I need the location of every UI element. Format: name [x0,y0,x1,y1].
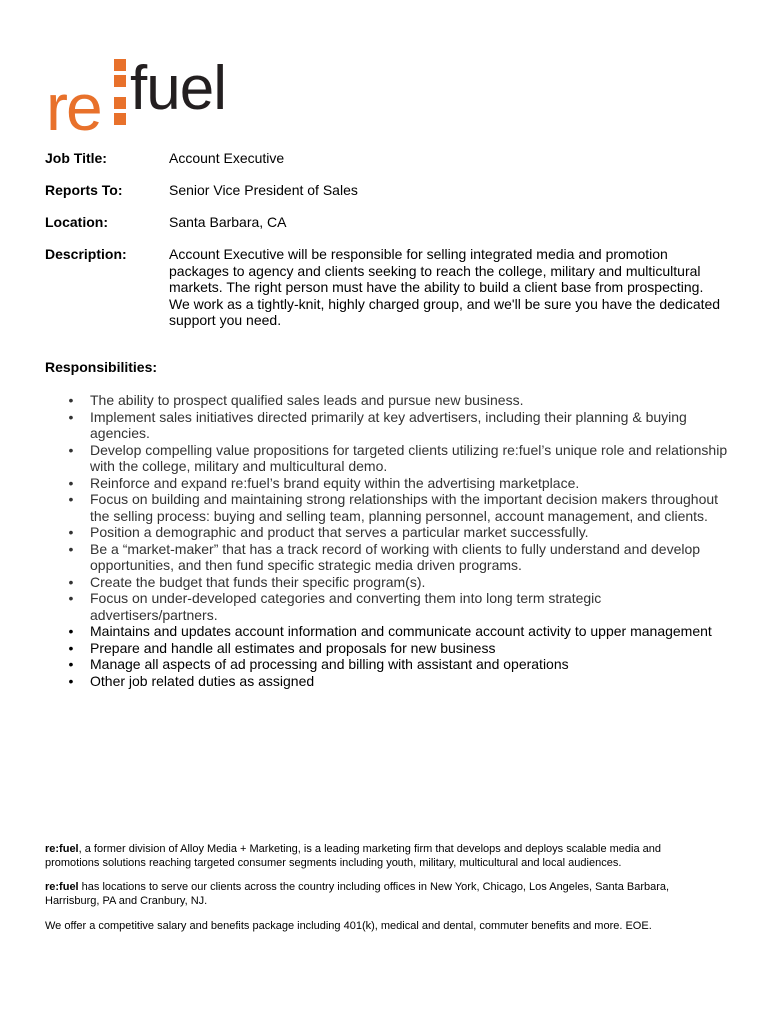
logo-square [114,113,126,125]
description-line: We work as a tightly-knit, highly charged group, and we'll be sure you have the dedicated [169,295,721,312]
logo-square [114,59,126,71]
list-item [0,475,768,492]
reports-to-label: Reports To: [45,182,123,198]
logo-text-re: re [46,70,101,142]
reports-to-value: Senior Vice President of Sales [169,182,358,198]
refuel-logo-graphic [44,42,284,142]
job-title-value: Account Executive [169,150,285,166]
list-item-text: Focus on building and maintaining strong relationships with the important decision makers throughout [90,491,719,507]
refuel-logo [44,42,284,142]
benefits-statement [45,920,725,934]
company-description-text: promotions solutions reaching targeted consumer segments including youth, military, multicultural and local audiences. [45,856,622,869]
logo-square [114,97,126,109]
list-item [0,656,768,673]
list-item [0,541,768,574]
list-item-text: The ability to prospect qualified sales leads and pursue new business. [90,392,524,408]
responsibilities-list [0,392,768,689]
description-line: packages to agency and clients seeking to reach the college, military and multicultural [169,262,701,279]
list-item [0,442,768,475]
bullet-icon: • [68,441,74,458]
company-description [45,843,725,870]
description-label: Description: [45,246,127,262]
list-item-text: opportunities, and then fund specific strategic media driven programs. [90,557,522,573]
list-item-text: Manage all aspects of ad processing and billing with assistant and operations [90,656,569,672]
list-item-text: Prepare and handle all estimates and proposals for new business [90,639,496,656]
list-item-text: the selling process: buying and selling team, planning personnel, account management, and clients. [90,507,708,524]
list-item-text: Be a “market-maker” that has a track record of working with clients to fully understand and develop [90,540,701,557]
company-locations-text: Harrisburg, PA and Cranbury, NJ. [45,894,208,907]
benefits-text: We offer a competitive salary and benefits package including 401(k), medical and dental, commuter benefits and more. EOE. [45,920,652,932]
location-label: Location: [45,214,108,230]
description-text [169,246,729,329]
list-item [0,392,768,409]
company-name: re:fuel [45,843,79,855]
bullet-icon: • [68,573,74,590]
company-locations [45,881,725,908]
company-name: re:fuel [45,881,79,893]
bullet-icon: • [68,491,74,507]
bullet-icon: • [68,623,74,639]
list-item-text: agencies. [90,425,150,441]
list-item-text: Implement sales initiatives directed primarily at key advertisers, including their planning & buying [90,408,687,425]
list-item-text: advertisers/partners. [90,606,218,623]
list-item-text: Focus on under-developed categories and converting them into long term strategic [90,590,602,606]
list-item-text: Create the budget that funds their specific program(s). [90,573,426,590]
bullet-icon: • [68,474,74,491]
logo-text-fuel: fuel [130,54,226,123]
bullet-icon: • [68,408,74,425]
list-item [0,673,768,690]
description-line: markets. The right person must have the ability to build a client base from prospecting. [169,279,704,295]
responsibilities-heading: Responsibilities: [45,359,158,375]
bullet-icon: • [68,672,74,689]
company-locations-text: has locations to serve our clients across the country including offices in New York, Chicago, Los Angeles, Santa Barbara, [78,881,670,893]
list-item [0,574,768,591]
list-item-text: with the college, military and multicultural demo. [90,458,388,474]
bullet-icon: • [68,524,74,540]
list-item-text: Develop compelling value propositions for targeted clients utilizing re:fuel’s unique role and relationship [90,441,728,458]
list-item [0,409,768,442]
bullet-icon: • [68,639,74,656]
list-item [0,623,768,640]
description-line: support you need. [169,312,282,328]
list-item-text: Position a demographic and product that serves a particular market successfully. [90,524,589,540]
location-value: Santa Barbara, CA [169,214,287,230]
list-item [0,640,768,657]
logo-square [114,75,126,87]
list-item [0,590,768,623]
bullet-icon: • [68,540,74,557]
list-item-text: Maintains and updates account information and communicate account activity to upper management [90,623,712,639]
company-description-text: , a former division of Alloy Media + Marketing, is a leading marketing firm that develops and deploys scalable media and [78,843,662,855]
job-title-label: Job Title: [45,150,107,166]
list-item-text: Other job related duties as assigned [90,672,315,689]
description-line: Account Executive will be responsible for selling integrated media and promotion [169,246,668,262]
list-item-text: Reinforce and expand re:fuel’s brand equity within the advertising marketplace. [90,474,580,491]
list-item [0,524,768,541]
bullet-icon: • [68,392,74,408]
list-item [0,491,768,524]
bullet-icon: • [68,590,74,606]
bullet-icon: • [68,656,74,672]
